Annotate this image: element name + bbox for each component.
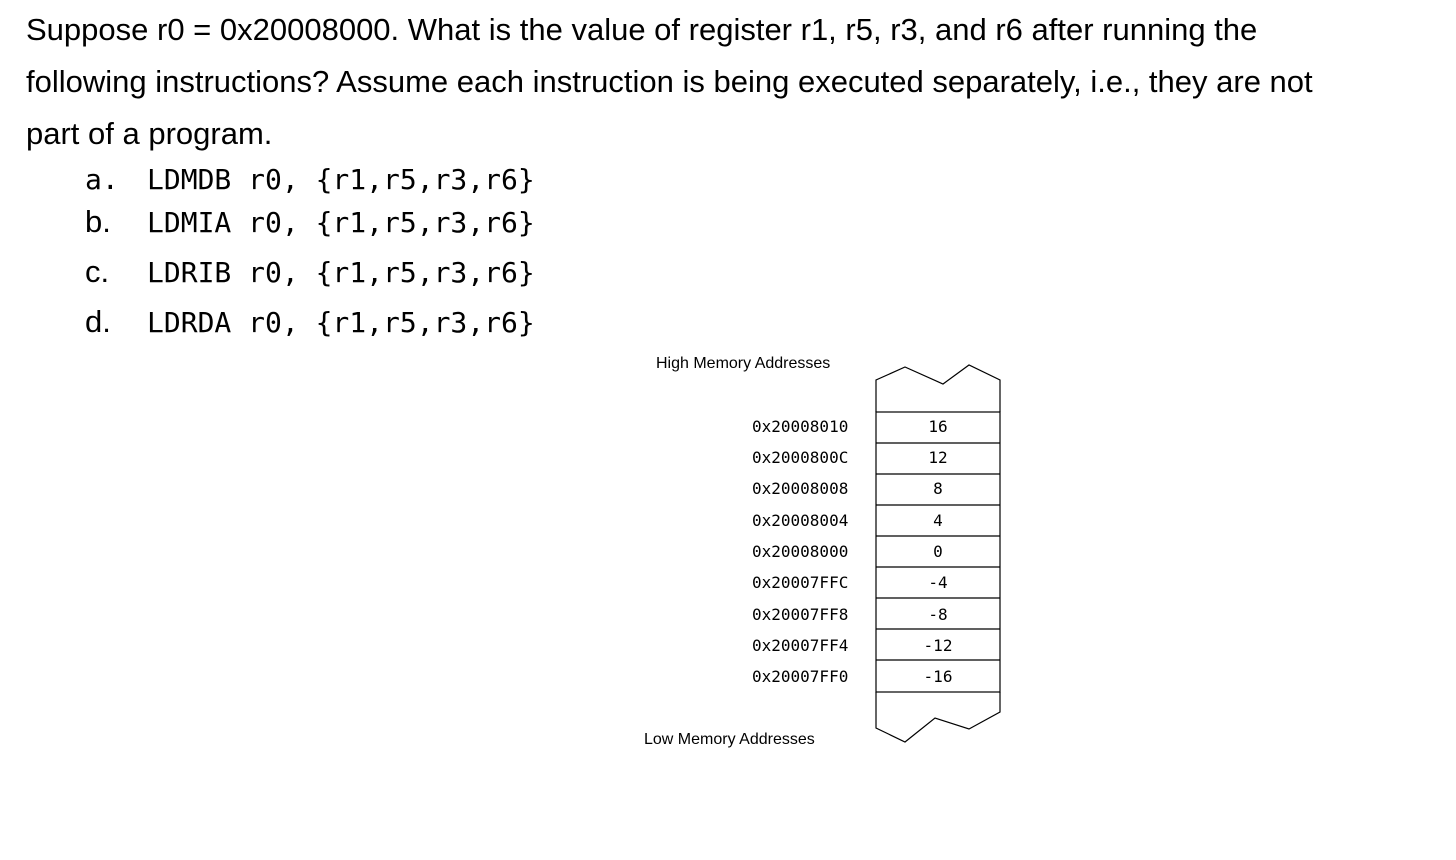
- memory-value: -16: [923, 667, 953, 686]
- memory-address: 0x20007FFC: [752, 573, 849, 592]
- memory-address: 0x20007FF8: [752, 605, 849, 624]
- option-a-letter: a.: [85, 163, 119, 196]
- memory-address: 0x20007FF0: [752, 667, 849, 686]
- memory-value: 12: [928, 448, 948, 467]
- option-d-code: LDRDA r0, {r1,r5,r3,r6}: [147, 306, 535, 339]
- option-c-code: LDRIB r0, {r1,r5,r3,r6}: [147, 256, 535, 289]
- memory-address: 0x20008000: [752, 542, 849, 561]
- memory-value: 4: [933, 511, 943, 530]
- question-line-2: following instructions? Assume each instruction is being executed separately, i.e., they are not: [26, 64, 1313, 99]
- memory-value: -4: [928, 573, 948, 592]
- memory-bottom-break: [876, 692, 1000, 742]
- memory-value: -8: [928, 605, 948, 624]
- low-memory-label: Low Memory Addresses: [644, 731, 815, 748]
- memory-address: 0x20008004: [752, 511, 849, 530]
- memory-value: 16: [928, 417, 948, 436]
- memory-address: 0x2000800C: [752, 448, 849, 467]
- question-line-3: part of a program.: [26, 116, 273, 151]
- option-c-letter: c.: [85, 254, 110, 289]
- memory-address: 0x20007FF4: [752, 636, 849, 655]
- memory-address: 0x20008010: [752, 417, 849, 436]
- memory-address: 0x20008008: [752, 479, 849, 498]
- memory-value: -12: [923, 636, 953, 655]
- option-d-letter: d.: [85, 304, 111, 339]
- high-memory-label: High Memory Addresses: [656, 355, 831, 372]
- option-a-code: LDMDB r0, {r1,r5,r3,r6}: [147, 163, 535, 196]
- option-b-letter: b.: [85, 204, 111, 239]
- memory-top-break: [876, 365, 1000, 412]
- option-b-code: LDMIA r0, {r1,r5,r3,r6}: [147, 206, 535, 239]
- memory-value: 0: [933, 542, 943, 561]
- memory-value: 8: [933, 479, 943, 498]
- question-line-1: Suppose r0 = 0x20008000. What is the value of register r1, r5, r3, and r6 after running the: [26, 12, 1258, 47]
